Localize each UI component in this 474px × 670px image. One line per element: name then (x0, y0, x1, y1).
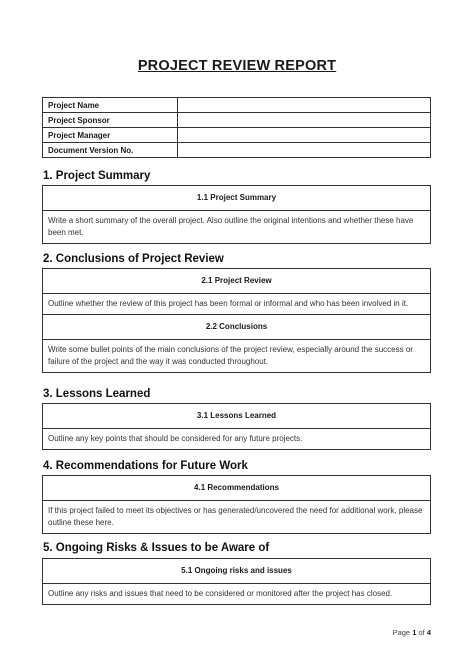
box-title: 3.1 Lessons Learned (43, 404, 430, 429)
lessons-learned-box (42, 403, 431, 450)
report-title: PROJECT REVIEW REPORT (137, 58, 337, 74)
project-name-field[interactable] (178, 98, 431, 113)
document-version-field[interactable] (178, 143, 431, 158)
section-heading-recommendations: 4. Recommendations for Future Work (43, 460, 248, 472)
section-heading-conclusions: 2. Conclusions of Project Review (43, 253, 224, 265)
project-summary-box (42, 185, 431, 244)
ongoing-risks-text[interactable]: Outline any risks and issues that need to be considered or monitored after the project has closed. (48, 589, 393, 598)
detail-row-document-version (43, 143, 431, 158)
box-title: 1.1 Project Summary (43, 186, 430, 211)
project-details-table (42, 97, 431, 158)
section-heading-ongoing-risks: 5. Ongoing Risks & Issues to be Aware of (43, 542, 270, 554)
detail-label: Project Sponsor (43, 113, 178, 128)
detail-label: Project Manager (43, 128, 178, 143)
section-heading-project-summary: 1. Project Summary (43, 170, 151, 182)
detail-row-project-sponsor (43, 113, 431, 128)
detail-row-project-name (43, 98, 431, 113)
page-indicator (393, 628, 431, 637)
box-title: 4.1 Recommendations (43, 476, 430, 501)
ongoing-risks-box (42, 558, 431, 605)
lessons-learned-text[interactable]: Outline any key points that should be considered for any future projects. (48, 434, 303, 443)
project-summary-text[interactable]: Write a short summary of the overall project. Also outline the original intentions and whether these have been met. (48, 216, 414, 237)
recommendations-box (42, 475, 431, 534)
detail-label: Project Name (43, 98, 178, 113)
box-title: 2.1 Project Review (43, 269, 430, 294)
project-sponsor-field[interactable] (178, 113, 431, 128)
section-heading-lessons-learned: 3. Lessons Learned (43, 388, 151, 400)
detail-label: Document Version No. (43, 143, 178, 158)
project-review-text[interactable]: Outline whether the review of this project has been formal or informal and who has been involved in it. (43, 294, 430, 315)
project-manager-field[interactable] (178, 128, 431, 143)
box-title: 5.1 Ongoing risks and issues (43, 559, 430, 584)
conclusions-box (42, 268, 431, 373)
page-prefix: Page (392, 628, 411, 637)
box-title: 2.2 Conclusions (43, 315, 430, 340)
conclusions-text[interactable]: Write some bullet points of the main conclusions of the project review, especially around the success or failure of the project and the way it was conducted throughout. (48, 345, 413, 366)
page-total: 4 (426, 628, 431, 637)
detail-row-project-manager (43, 128, 431, 143)
page-of: of (418, 628, 425, 637)
page-current: 1 (412, 628, 417, 637)
recommendations-text[interactable]: If this project failed to meet its objectives or has generated/uncovered the need for additional work, please outline these here. (48, 506, 423, 527)
